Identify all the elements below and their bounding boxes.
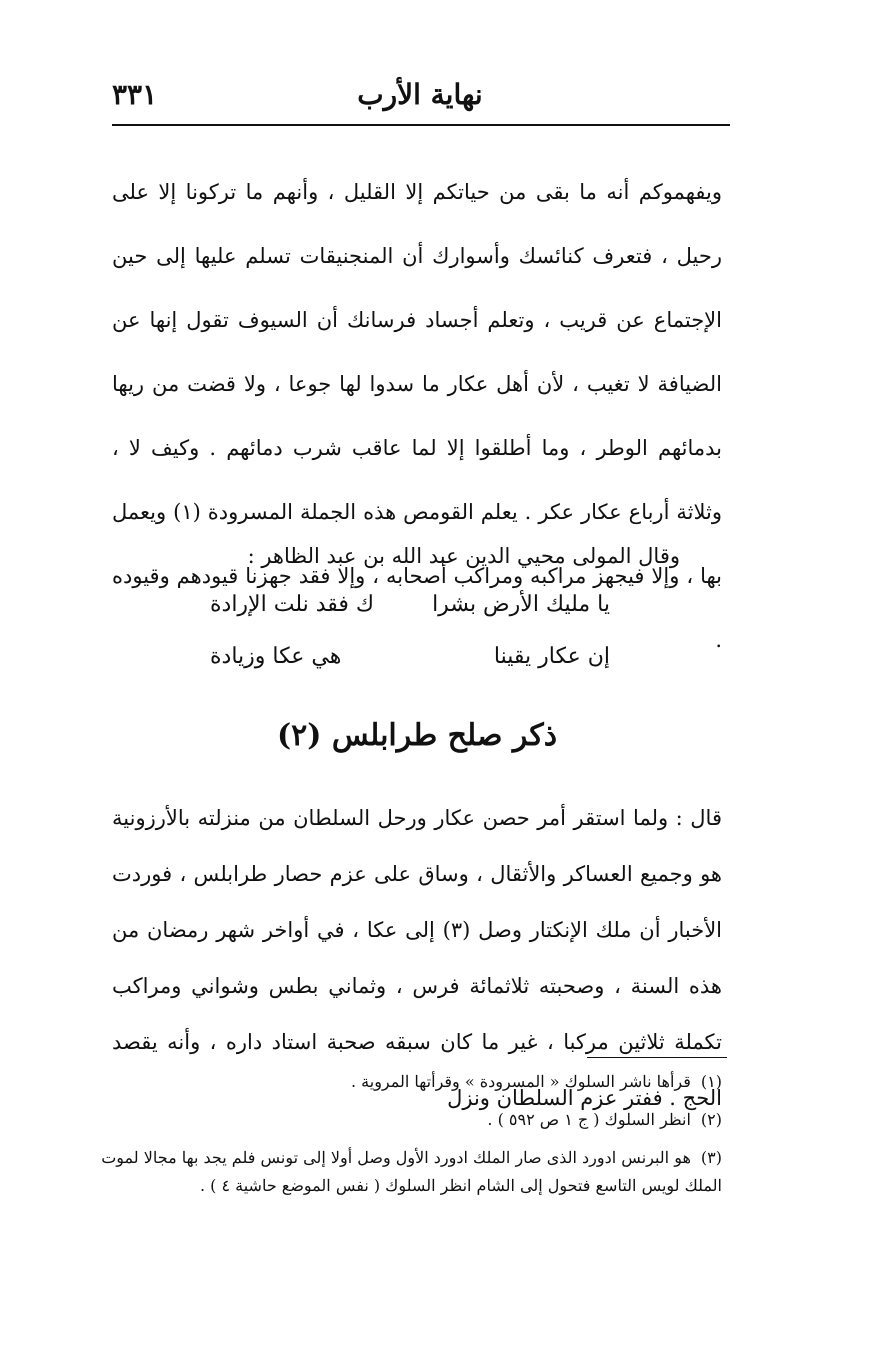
footnote-2-number: (٢)	[700, 1110, 722, 1129]
verse-2-second-hemistich: هي عكا وزيادة	[210, 644, 342, 669]
page-number: ٣٣١	[112, 78, 158, 111]
verse-1-second-hemistich: ك فقد نلت الإرادة	[210, 592, 375, 617]
footnote-3-number: (٣)	[700, 1148, 722, 1167]
header-rule	[112, 124, 730, 126]
body-paragraph-1: ويفهموكم أنه ما بقى من حياتكم إلا القليل ، وأنهم ما تركونا إلا على رحيل ، فتعرف كنائسك وأسوارك أن المنجنيقات تسلم عليها إلى حين الإجتماع عن قريب ، وتعلم أجساد فرسانك أن السيوف تقول إنها عن الضيافة لا تغيب ، لأن أهل عكار ما سدوا لها جوعا ، ولا قضت من ريها بدمائهم الوطر ، وما أطلقوا إلا لما عاقب شرب دمائهم . وكيف لا ، وثلاثة أرباع عكار عكر . يعلم القومص هذه الجملة المسرودة (١) ويعمل بها ، وإلا فيجهز مراكبه ومراكب أصحابه ، وإلا فقد جهزنا قيودهم وقيوده .	[112, 180, 723, 652]
section-heading: ذكر صلح طرابلس (٢)	[276, 718, 558, 753]
footnote-1	[100, 1068, 722, 1096]
footnote-rule	[587, 1057, 727, 1058]
body-paragraph-2: قال : ولما استقر أمر حصن عكار ورحل السلطان من منزلته بالأرزونية هو وجميع العساكر والأثقال ، وساق على عزم حصار طرابلس ، فوردت الأخبار أن ملك الإنكتار وصل (٣) إلى عكا ، في أواخر شهر رمضان من هذه السنة ، وصحبته ثلاثمائة فرس ، وثماني بطس وشواني ومراكب تكملة ثلاثين مركبا ، غير ما كان سبقه صحبة استاد داره ، وأنه يقصد الحج . ففتر عزم السلطان ونزل	[112, 806, 722, 1110]
footnotes	[100, 1068, 722, 1210]
verse-2-first-hemistich: إن عكار يقينا	[493, 644, 610, 669]
verse-intro: وقال المولى محيي الدين عبد الله بن عبد الظاهر :	[247, 544, 680, 568]
verse-line-2	[210, 644, 610, 684]
verse-1-first-hemistich: يا مليك الأرض بشرا	[432, 592, 610, 617]
page-header	[112, 78, 728, 122]
footnote-1-text: قرأها ناشر السلوك « المسرودة » وقرأتها المروية .	[351, 1072, 691, 1091]
footnote-1-number: (١)	[700, 1072, 722, 1091]
footnote-3-text: هو البرنس ادورد الذى صار الملك ادورد الأول وصل أولا إلى تونس فلم يجد بها مجالا لموت الملك لويس التاسع فتحول إلى الشام انظر السلوك ( نفس الموضع حاشية ٤ ) .	[101, 1148, 722, 1195]
footnote-2-text: انظر السلوك ( ج ١ ص ٥٩٢ ) .	[487, 1110, 691, 1129]
running-title: نهاية الأرب	[357, 78, 483, 111]
footnote-2	[100, 1106, 722, 1134]
verse-line-1	[210, 592, 610, 632]
footnote-3	[100, 1144, 722, 1200]
